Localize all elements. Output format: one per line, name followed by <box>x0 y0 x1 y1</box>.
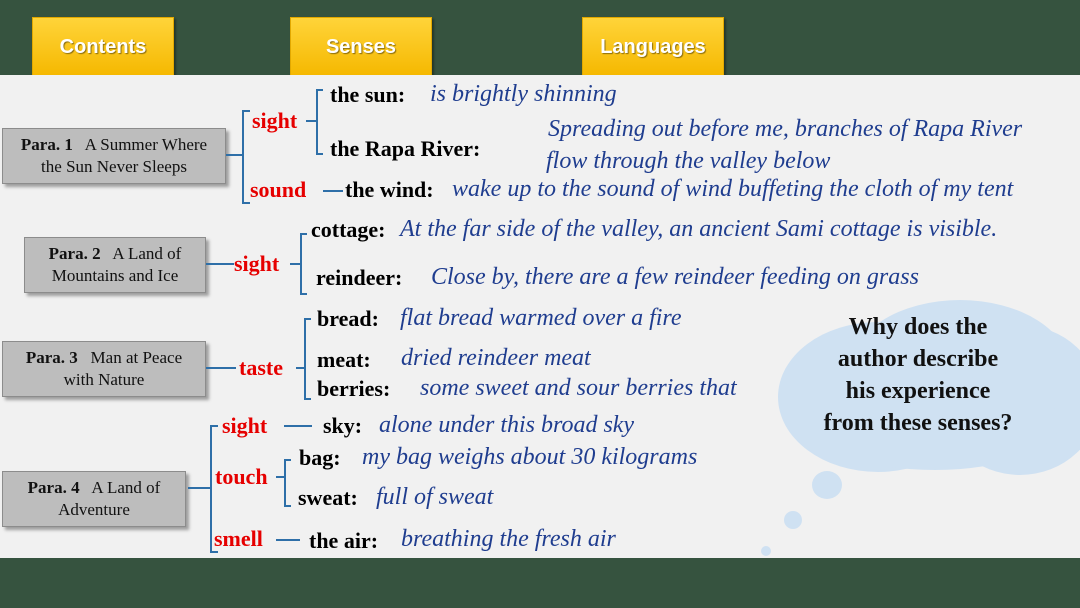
value-river-1: Spreading out before me, branches of Rapa River <box>548 116 1023 142</box>
sense-sight: sight <box>234 251 280 276</box>
connector <box>206 263 234 265</box>
berries-clip <box>420 375 775 402</box>
value-bag: my bag weighs about 30 kilograms <box>362 444 698 470</box>
connector <box>306 120 316 122</box>
key-bag: bag: <box>299 445 341 470</box>
brace <box>304 318 311 400</box>
tab-senses[interactable]: Senses <box>290 17 432 77</box>
value-air: breathing the fresh air <box>401 526 616 552</box>
value-sky: alone under this broad sky <box>379 412 635 438</box>
value-berries: some sweet and sour berries that <box>420 375 737 401</box>
key-cottage: cottage: <box>311 217 386 242</box>
key-meat: meat: <box>317 347 371 372</box>
cloud-dot <box>784 511 802 529</box>
cloud-dot <box>761 546 771 556</box>
key-bread: bread: <box>317 306 379 331</box>
key-river: the Rapa River: <box>330 136 481 161</box>
connector <box>276 476 284 478</box>
connector <box>188 487 210 489</box>
value-river-2: flow through the valley below <box>546 148 831 174</box>
cloud-dot <box>812 471 842 499</box>
slide-content <box>0 75 1080 558</box>
key-air: the air: <box>309 528 379 553</box>
sense-touch: touch <box>215 464 268 489</box>
value-cottage: At the far side of the valley, an ancient Sami cottage is visible. <box>400 216 998 242</box>
para-4-box: Para. 4 A Land of Adventure <box>2 471 186 527</box>
sense-sight: sight <box>252 108 298 133</box>
key-wind: the wind: <box>345 177 434 202</box>
key-sky: sky: <box>323 413 363 438</box>
brace <box>284 459 291 507</box>
brace <box>316 89 323 155</box>
value-bread: flat bread warmed over a fire <box>400 305 682 331</box>
key-sweat: sweat: <box>298 485 358 510</box>
tab-languages[interactable]: Languages <box>582 17 724 77</box>
value-reindeer: Close by, there are a few reindeer feeding on grass <box>431 264 919 290</box>
tab-contents[interactable]: Contents <box>32 17 174 77</box>
key-berries: berries: <box>317 376 391 401</box>
sense-taste: taste <box>239 355 283 380</box>
connector <box>284 425 312 427</box>
connector <box>296 367 304 369</box>
value-sun: is brightly shinning <box>430 81 617 107</box>
question-text: Why does the author describe his experience from these senses? <box>823 314 1013 436</box>
value-meat: dried reindeer meat <box>401 345 591 371</box>
connector <box>226 154 242 156</box>
bottom-bar <box>0 558 1080 608</box>
connector <box>206 367 236 369</box>
connector <box>323 190 343 192</box>
brace <box>300 233 307 295</box>
para-2-box: Para. 2 A Land of Mountains and Ice <box>24 237 206 293</box>
para-1-box: Para. 1 A Summer Where the Sun Never Sleeps <box>2 128 226 184</box>
sense-sound: sound <box>250 177 307 202</box>
connector <box>276 539 300 541</box>
brace <box>242 110 250 204</box>
connector <box>290 263 300 265</box>
sense-smell: smell <box>214 526 263 551</box>
sense-sight: sight <box>222 413 268 438</box>
para-3-box: Para. 3 Man at Peace with Nature <box>2 341 206 397</box>
key-sun: the sun: <box>330 82 406 107</box>
key-reindeer: reindeer: <box>316 265 403 290</box>
value-wind: wake up to the sound of wind buffeting the cloth of my tent <box>452 176 1014 202</box>
value-sweat: full of sweat <box>376 484 494 510</box>
